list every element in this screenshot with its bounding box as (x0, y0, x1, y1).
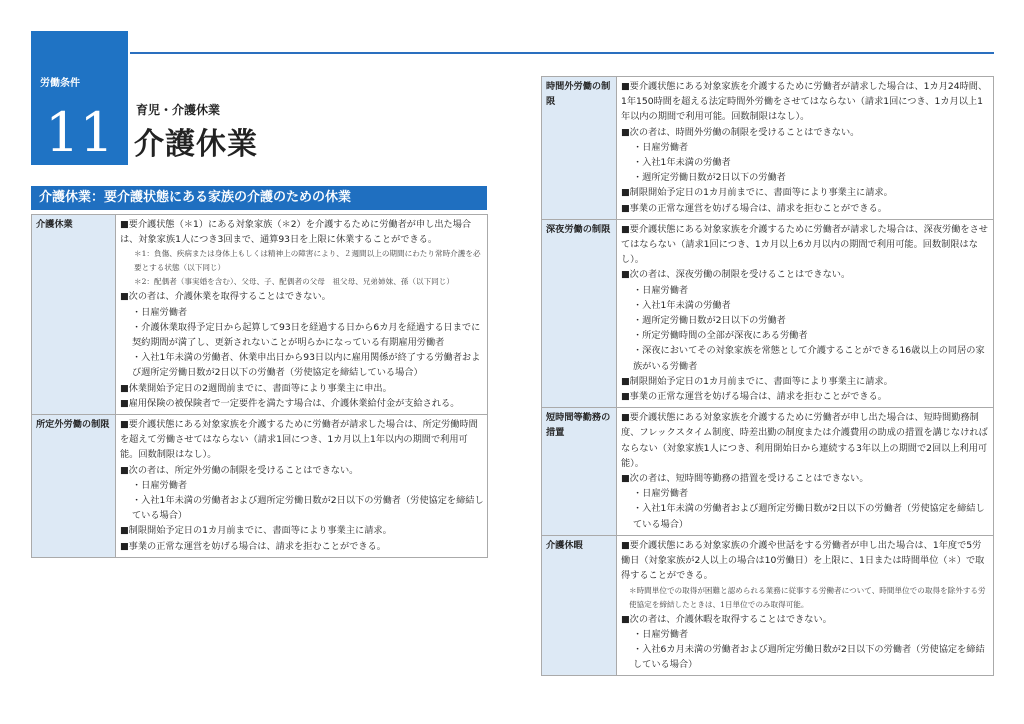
sub-item: ・深夜においてその対象家族を常態として介護することができる16歳以上の同居の家族がいる労働者 (633, 345, 985, 372)
sub-item: ・日雇労働者 (633, 628, 689, 640)
row-content (116, 215, 488, 415)
table-row (32, 415, 488, 558)
bullet-item: ■要介護状態にある対象家族を介護するために労働者が請求した場合は、深夜労働をさせてはならない（請求1回につき、1カ月以上6カ月以内の期間で利用可能。回数制限はなし）。 (621, 223, 988, 266)
sub-item: ・週所定労働日数が2日以下の労働者 (633, 172, 786, 184)
sub-item: ・日雇労働者 (633, 488, 689, 500)
sub-item: ・入社6カ月未満の労働者および週所定労働日数が2日以下の労働者（労使協定を締結している場合） (633, 643, 985, 671)
sub-item: ・週所定労働日数が2日以下の労働者 (633, 315, 786, 327)
table-row (32, 215, 488, 415)
bullet-item: ■次の者は、深夜労働の制限を受けることはできない。 (621, 269, 851, 281)
bullet-item: ■次の者は、時間外労働の制限を受けることはできない。 (621, 126, 860, 138)
footnote: ＊時間単位での取得が困難と認められる業務に従事する労働者について、時間単位での取得を除外する労使協定を締結したときは、1日単位でのみ取得可能。 (629, 585, 986, 609)
sub-item: ・介護休業取得予定日から起算して93日を経過する日から6カ月を経過する日までに契約期間が満了し、更新されないことが明らかになっている有期雇用労働者 (132, 321, 481, 349)
table-row (542, 535, 994, 675)
bullet-item: ■休業開始予定日の2週間前までに、書面等により事業主に申出。 (120, 382, 392, 394)
sub-item: ・日雇労働者 (132, 306, 188, 318)
footnote: ＊1：負傷、疾病または身体上もしくは精神上の障害により、２週間以上の期間にわたり常時介護を必要とする状態（以下同じ） (134, 249, 481, 273)
section-banner: 介護休業：要介護状態にある家族の介護のための休業 (31, 186, 487, 210)
sub-item: ・所定労働時間の全部が深夜にある労働者 (633, 330, 808, 342)
sub-item: ・入社1年未満の労働者、休業申出日から93日以内に雇用関係が終了する労働者および週所定労働日数が2日以下の労働者（労使協定を締結している場合） (132, 352, 481, 379)
table-row (542, 77, 994, 220)
row-content (116, 415, 488, 558)
sub-item: ・入社1年未満の労働者および週所定労働日数が2日以下の労働者（労使協定を締結している場合） (633, 503, 985, 530)
row-heading: 短時間等勤務の措置 (542, 408, 617, 536)
sub-item: ・日雇労働者 (132, 479, 188, 491)
bullet-item: ■要介護状態にある対象家族を介護するために労働者が請求した場合は、所定労働時間を超えて労働させてはならない（請求1回につき、1カ月以上1年以内の期間で利用可能。回数制限はなし）。 (120, 419, 478, 461)
page-subtitle: 育児・介護休業 (136, 103, 221, 117)
header-rule (130, 52, 994, 54)
sub-item: ・入社1年未満の労働者 (633, 299, 731, 311)
sub-item: ・日雇労働者 (633, 141, 689, 153)
bullet-item: ■次の者は、短時間等勤務の措置を受けることはできない。 (621, 473, 869, 485)
table-row (542, 219, 994, 407)
chapter-number: 11 (45, 101, 114, 164)
bullet-item: ■要介護状態にある対象家族の介護や世話をする労働者が申し出た場合は、1年度で5労働日（対象家族が2人以上の場合は10労働日）を上限に、1日または時間単位（＊）で取得することができる。 (621, 539, 985, 582)
left-rules-table (31, 214, 488, 558)
row-content (617, 535, 994, 675)
bullet-item: ■次の者は、介護休暇を取得することはできない。 (621, 613, 832, 625)
chapter-category: 労働条件 (40, 78, 80, 89)
bullet-item: ■次の者は、所定外労働の制限を受けることはできない。 (120, 464, 359, 476)
bullet-item: ■事業の正常な運営を妨げる場合は、請求を拒むことができる。 (621, 202, 887, 214)
right-rules-table (541, 76, 994, 676)
row-content (617, 219, 994, 407)
bullet-item: ■次の者は、介護休業を取得することはできない。 (120, 291, 331, 303)
table-row (542, 408, 994, 536)
bullet-item: ■要介護状態にある対象家族を介護するために労働者が請求した場合は、1カ月24時間、1年150時間を超える法定時間外労働をさせてはならない（請求1回につき、1カ月以上1年以内の期間で利用可能。回数制限はなし）。 (621, 81, 988, 123)
row-content (617, 408, 994, 536)
bullet-item: ■事業の正常な運営を妨げる場合は、請求を拒むことができる。 (621, 391, 887, 403)
bullet-item: ■要介護状態にある対象家族を介護するために労働者が申し出た場合は、短時間勤務制度、フレックスタイム制度、時差出勤の制度または介護費用の助成の措置を講じなければならない（対象家族1人につき、利用開始日から連続する3年以上の期間で2回以上利用可能）。 (621, 412, 988, 469)
row-heading: 時間外労働の制限 (542, 77, 617, 220)
page-title: 介護休業 (134, 127, 258, 162)
row-content (617, 77, 994, 220)
row-heading: 介護休業 (32, 215, 116, 415)
bullet-item: ■事業の正常な運営を妨げる場合は、請求を拒むことができる。 (120, 540, 386, 552)
bullet-item: ■雇用保険の被保険者で一定要件を満たす場合は、介護休業給付金が支給される。 (120, 397, 460, 409)
bullet-item: ■要介護状態（＊1）にある対象家族（＊2）を介護するために労働者が申し出た場合は、対象家族1人につき3回まで、通算93日を上限に休業することができる。 (120, 219, 472, 246)
row-heading: 介護休暇 (542, 535, 617, 675)
row-heading: 深夜労働の制限 (542, 219, 617, 407)
bullet-item: ■制限開始予定日の1カ月前までに、書面等により事業主に請求。 (621, 375, 893, 387)
chapter-badge (31, 31, 128, 165)
footnote: ＊2：配偶者（事実婚を含む）、父母、子、配偶者の父母 祖父母、兄弟姉妹、孫（以下同じ） (134, 277, 454, 287)
bullet-item: ■制限開始予定日の1カ月前までに、書面等により事業主に請求。 (621, 187, 893, 199)
bullet-item: ■制限開始予定日の1カ月前までに、書面等により事業主に請求。 (120, 525, 392, 537)
sub-item: ・入社1年未満の労働者および週所定労働日数が2日以下の労働者（労使協定を締結している場合） (132, 495, 484, 522)
row-heading: 所定外労働の制限 (32, 415, 116, 558)
sub-item: ・入社1年未満の労働者 (633, 157, 731, 169)
sub-item: ・日雇労働者 (633, 284, 689, 296)
